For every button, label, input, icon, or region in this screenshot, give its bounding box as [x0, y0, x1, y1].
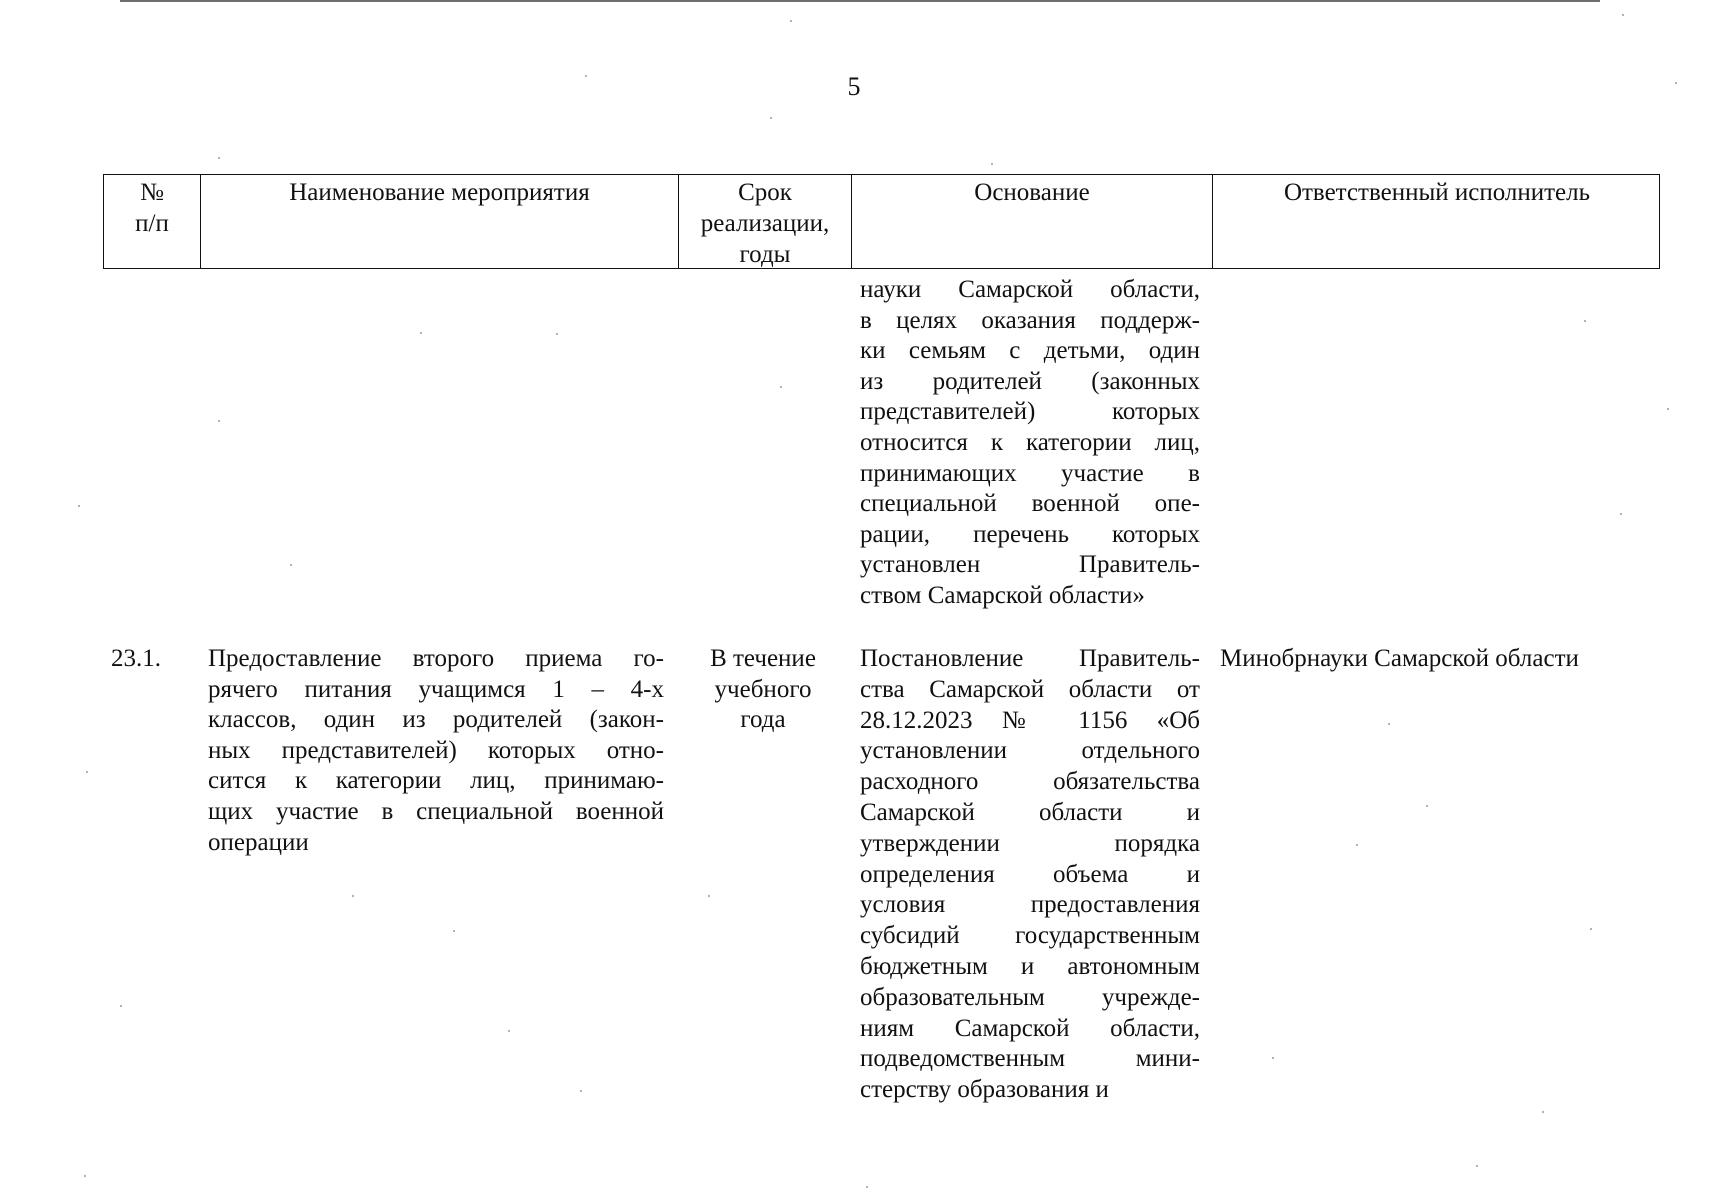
event-name-line: сится к категории лиц, принимаю-: [208, 767, 664, 795]
basis-line: установлен Правитель-: [860, 551, 1200, 579]
basis-line: субсидий государственным: [860, 922, 1200, 950]
header-line: реализации,: [700, 210, 830, 237]
table-header: [103, 174, 1660, 269]
header-cell-basis: [851, 175, 1212, 268]
term-cell: [690, 644, 836, 736]
event-name-line: рячего питания учащимся 1 – 4-х: [208, 675, 664, 703]
header-cell-number: [104, 175, 200, 268]
basis-line: расходного обязательства: [860, 768, 1200, 796]
basis-line: Постановление Правитель-: [860, 645, 1200, 672]
event-name-line: операции: [208, 828, 309, 856]
continuation-basis-cell: [860, 275, 1200, 612]
term-line: В течение: [710, 645, 816, 672]
header-cell-responsible: [1212, 175, 1661, 268]
basis-line: ниям Самарской области,: [860, 1014, 1200, 1042]
basis-line: науки Самарской области,: [860, 276, 1200, 303]
basis-line: установлении отдельного: [860, 737, 1200, 765]
basis-line: ства Самарской области от: [860, 675, 1200, 703]
page-number: 5: [847, 72, 861, 101]
basis-line: образовательным учрежде-: [860, 983, 1200, 1011]
basis-line: представителей) которых: [860, 398, 1200, 426]
event-name-line: Предоставление второго приема го-: [208, 645, 664, 672]
event-name-cell: [208, 644, 664, 858]
basis-line: условия предоставления: [860, 891, 1200, 919]
header-line: Ответственный исполнитель: [1283, 179, 1591, 206]
header-cell-event-name: [200, 175, 678, 268]
term-line: учебного: [714, 675, 812, 703]
basis-line: Самарской области и: [860, 798, 1200, 826]
header-line: №: [140, 179, 164, 206]
header-line: Наименование мероприятия: [289, 179, 590, 206]
basis-line: ки семьям с детьми, один: [860, 337, 1200, 365]
basis-line: 28.12.2023 № 1156 «Об: [860, 706, 1200, 734]
header-cell-term: [678, 175, 851, 268]
basis-line: подведомственным мини-: [860, 1045, 1200, 1073]
header-line: п/п: [135, 210, 169, 237]
basis-line: принимающих участие в: [860, 459, 1200, 487]
basis-line: из родителей (законных: [860, 367, 1200, 395]
basis-line: относится к категории лиц,: [860, 428, 1200, 456]
header-line: годы: [739, 241, 791, 268]
header-line: Срок: [738, 179, 792, 206]
basis-line: определения объема и: [860, 860, 1200, 888]
responsible-cell: Минобрнауки Самарской области: [1220, 645, 1579, 672]
event-name-line: классов, один из родителей (закон-: [208, 706, 664, 734]
header-line: Основание: [974, 179, 1090, 206]
basis-line: специальной военной опе-: [860, 490, 1200, 518]
basis-line: рации, перечень которых: [860, 520, 1200, 548]
basis-line: бюджетным и автономным: [860, 952, 1200, 980]
basis-line: ством Самарской области»: [860, 581, 1145, 609]
basis-line: стерству образования и: [860, 1076, 1109, 1104]
basis-line: утверждении порядка: [860, 829, 1200, 857]
event-name-line: ных представителей) которых отно-: [208, 736, 664, 764]
basis-line: в целях оказания поддерж-: [860, 306, 1200, 334]
term-line: года: [740, 706, 786, 734]
event-name-line: щих участие в специальной военной: [208, 797, 664, 825]
scan-top-border: [120, 0, 1600, 2]
basis-cell: [860, 644, 1200, 1106]
row-number: 23.1.: [111, 645, 161, 672]
